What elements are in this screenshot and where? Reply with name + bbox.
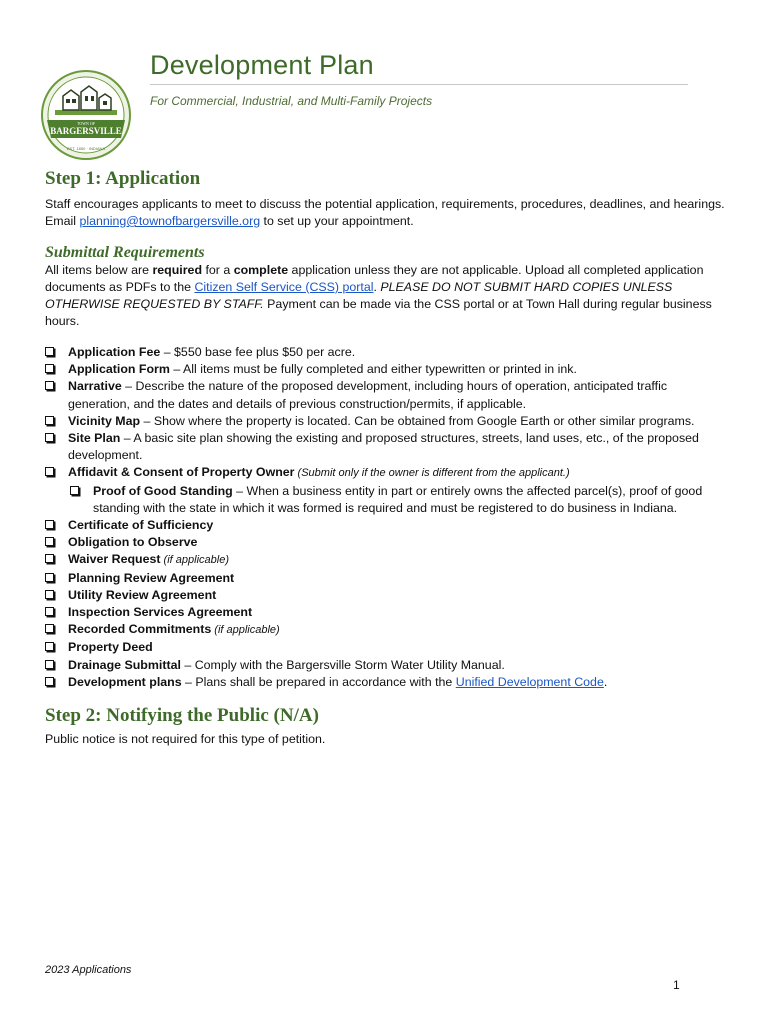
logo-bottom-text: EST. 1850 · INDIANA [66, 146, 106, 151]
list-item [45, 674, 725, 691]
required-bold: required [152, 263, 203, 277]
no-hard-copies-notice: PLEASE DO NOT SUBMIT HARD COPIES UNLESS OTHERWISE REQUESTED BY STAFF. [45, 280, 673, 311]
town-logo [41, 70, 131, 160]
requirements-checklist [45, 344, 725, 691]
item-note: (Submit only if the owner is different from the applicant.) [294, 467, 570, 480]
checkbox-icon [45, 347, 54, 356]
checkbox-icon [45, 537, 54, 546]
list-item [45, 344, 725, 361]
item-label: Utility Review Agreement [68, 587, 217, 602]
item-label: Obligation to Observe [68, 535, 198, 550]
item-text: – Plans shall be prepared in accordance with the [181, 674, 456, 689]
footer-note: 2023 Applications [45, 964, 132, 976]
checkbox-icon [45, 590, 54, 599]
complete-bold: complete [233, 263, 289, 277]
checkbox-icon [45, 573, 54, 582]
page-subtitle: For Commercial, Industrial, and Multi-Family Projects [150, 94, 433, 108]
item-label: Property Deed [68, 640, 153, 655]
document-body [45, 168, 725, 748]
list-item [45, 621, 725, 639]
item-text: – Comply with the Bargersville Storm Water Utility Manual. [180, 657, 505, 672]
page-number: 1 [673, 978, 680, 992]
item-label: Application Fee [68, 345, 161, 359]
item-label: Affidavit & Consent of Property Owner [68, 465, 295, 480]
checkbox-icon [45, 433, 54, 442]
list-item [45, 430, 725, 464]
step2-text: Public notice is not required for this type of petition. [45, 732, 326, 747]
list-item [45, 604, 725, 621]
step1-intro-text: Staff encourages applicants to meet to discuss the potential application, requirements, procedures, deadlines, and hearings. Email [45, 197, 725, 228]
css-portal-link[interactable]: Citizen Self Service (CSS) portal [194, 280, 374, 294]
item-note: (if applicable) [160, 554, 229, 567]
checkbox-icon [45, 607, 54, 616]
item-label: Application Form [68, 362, 170, 377]
checkbox-icon [45, 660, 54, 669]
item-text: – A basic site plan showing the existing and proposed structures, streets, land uses, etc., of the proposed development. [68, 431, 699, 463]
list-item [45, 464, 725, 482]
list-item [45, 587, 725, 604]
checkbox-icon [45, 624, 54, 633]
submittal-heading: Submittal Requirements [45, 244, 205, 261]
checkbox-icon [45, 554, 54, 563]
item-label: Vicinity Map [68, 413, 141, 428]
checkbox-icon [45, 520, 54, 529]
checkbox-icon [45, 381, 54, 390]
item-note: (if applicable) [211, 624, 280, 637]
step1-intro [45, 196, 725, 230]
checkbox-icon [45, 364, 54, 373]
step2-heading: Step 2: Notifying the Public (N/A) [45, 705, 319, 727]
item-text: – Describe the nature of the proposed development, including hours of operation, anticipated traffic generation, and the dates and details of previous construction/permits, if applicable. [68, 379, 668, 411]
item-label: Planning Review Agreement [68, 570, 235, 585]
list-item [45, 551, 725, 569]
item-label: Waiver Request [68, 552, 161, 567]
logo-top-text: TOWN OF [76, 121, 96, 126]
checkbox-icon [45, 642, 54, 651]
submittal-text-b: for a [202, 263, 234, 277]
checkbox-icon [45, 677, 54, 686]
item-label: Proof of Good Standing [93, 483, 233, 498]
udc-link[interactable]: Unified Development Code [455, 674, 604, 689]
submittal-text-c: application unless they are not applicable. Upload all completed application documents as PDFs to the [45, 263, 704, 294]
checkbox-icon [45, 467, 54, 476]
item-text: – Show where the property is located. Can be obtained from Google Earth or other similar programs. [140, 413, 695, 428]
item-text-end: . [603, 674, 608, 689]
submittal-text-e: Payment can be made via the CSS portal or at Town Hall during regular business hours. [45, 297, 712, 328]
checkbox-icon [45, 416, 54, 425]
planning-email-link[interactable]: planning@townofbargersville.org [79, 214, 261, 228]
checkbox-icon [70, 486, 79, 495]
step1-intro-end: to set up your appointment. [260, 214, 414, 228]
item-label: Inspection Services Agreement [68, 605, 253, 620]
item-label: Drainage Submittal [68, 657, 181, 672]
item-text: – When a business entity in part or entirely owns the affected parcel(s), proof of good standing with the state in which it was formed is required and must be registered to do business in Indiana. [93, 483, 703, 515]
item-text: – All items must be fully completed and either typewritten or printed in ink. [169, 362, 577, 377]
submittal-text-a: All items below are [45, 263, 153, 277]
list-item [45, 378, 725, 412]
list-item [45, 570, 725, 587]
list-item [45, 534, 725, 551]
item-label: Certificate of Sufficiency [68, 518, 214, 533]
list-item [45, 517, 725, 534]
list-item [45, 639, 725, 656]
list-item [45, 483, 725, 517]
list-item [45, 413, 725, 430]
item-label: Recorded Commitments [68, 622, 212, 637]
logo-name: BARGERSVILLE [50, 126, 122, 136]
item-label: Narrative [68, 379, 122, 394]
step1-heading: Step 1: Application [45, 168, 201, 189]
item-text: – $550 base fee plus $50 per acre. [160, 345, 356, 359]
item-label: Site Plan [68, 431, 121, 446]
submittal-text-d: . [373, 280, 381, 294]
list-item [45, 361, 725, 378]
page-title: Development Plan [150, 50, 374, 80]
item-label: Development plans [68, 674, 182, 689]
submittal-paragraph [45, 262, 725, 330]
title-divider [150, 84, 688, 85]
list-item [45, 657, 725, 674]
